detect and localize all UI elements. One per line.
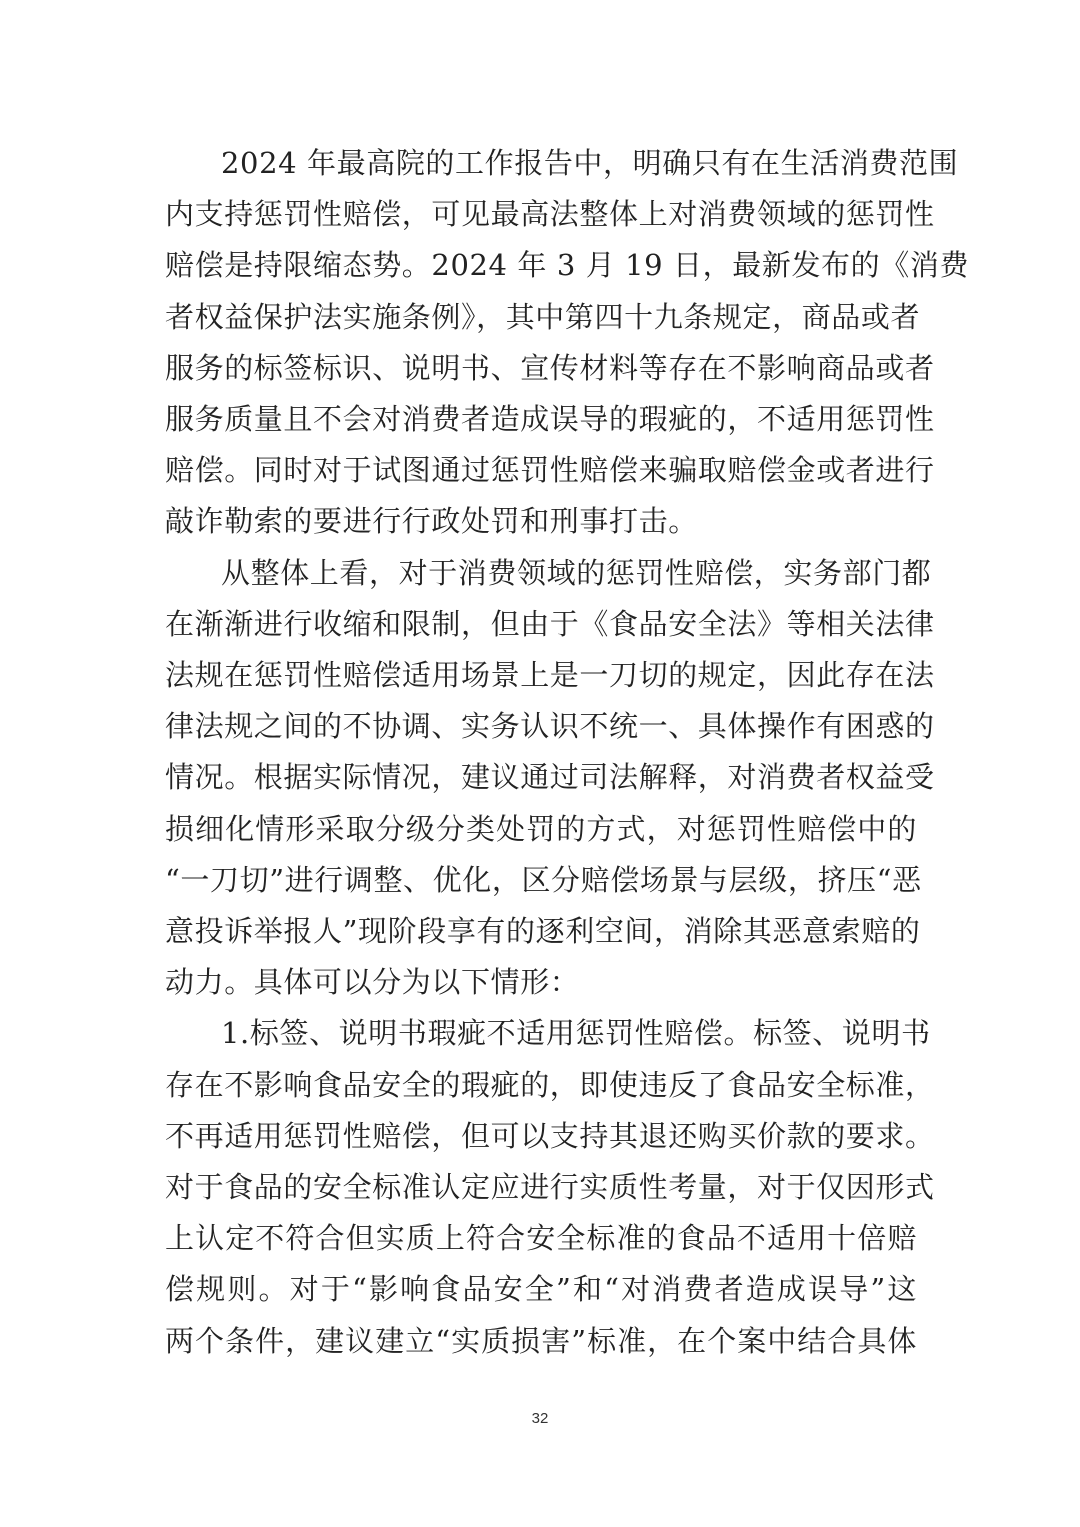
text-line: 对于食品的安全标准认定应进行实质性考量，对于仅因形式 — [165, 1170, 935, 1205]
text-line: 1.标签、说明书瑕疵不适用惩罚性赔偿。标签、说明书 — [221, 1016, 931, 1051]
paragraph-2 — [165, 548, 935, 1009]
paragraph-3 — [165, 1008, 935, 1366]
text-line: 法规在惩罚性赔偿适用场景上是一刀切的规定，因此存在法 — [165, 658, 935, 693]
text-line: 不再适用惩罚性赔偿，但可以支持其退还购买价款的要求。 — [165, 1118, 935, 1153]
text-line: “一刀切”进行调整、优化，区分赔偿场景与层级，挤压“恶 — [165, 862, 922, 897]
text-line: 两个条件，建议建立“实质损害”标准，在个案中结合具体 — [165, 1323, 917, 1358]
text-line: 上认定不符合但实质上符合安全标准的食品不适用十倍赔 — [165, 1221, 917, 1256]
text-line: 赔偿。同时对于试图通过惩罚性赔偿来骗取赔偿金或者进行 — [165, 453, 935, 488]
text-line: 2024 年最高院的工作报告中，明确只有在生活消费范围 — [221, 146, 959, 180]
text-line: 动力。具体可以分为以下情形： — [165, 965, 580, 1000]
text-line: 服务质量且不会对消费者造成误导的瑕疵的，不适用惩罚性 — [165, 402, 935, 437]
text-line: 意投诉举报人”现阶段享有的逐利空间，消除其恶意索赔的 — [165, 914, 921, 949]
text-line: 从整体上看，对于消费领域的惩罚性赔偿，实务部门都 — [221, 555, 932, 590]
text-line: 者权益保护法实施条例》，其中第四十九条规定，商品或者 — [165, 299, 921, 334]
text-line: 敲诈勒索的要进行行政处罚和刑事打击。 — [165, 504, 698, 539]
text-line: 服务的标签标识、说明书、宣传材料等存在不影响商品或者 — [165, 350, 935, 385]
body-text — [165, 138, 970, 1367]
text-line: 损细化情形采取分级分类处罚的方式，对惩罚性赔偿中的 — [165, 811, 917, 846]
text-line: 内支持惩罚性赔偿，可见最高法整体上对消费领域的惩罚性 — [165, 197, 935, 232]
text-line: 律法规之间的不协调、实务认识不统一、具体操作有困惑的 — [165, 709, 935, 744]
text-line: 存在不影响食品安全的瑕疵的，即使违反了食品安全标准， — [165, 1067, 935, 1102]
text-line: 偿规则。对于“影响食品安全”和“对消费者造成误导”这 — [165, 1272, 917, 1307]
text-line: 在渐渐进行收缩和限制，但由于《食品安全法》等相关法律 — [165, 606, 935, 641]
text-line: 情况。根据实际情况，建议通过司法解释，对消费者权益受 — [165, 760, 935, 795]
paragraph-1 — [165, 138, 970, 548]
page-number: 32 — [531, 1410, 549, 1427]
text-line: 赔偿是持限缩态势。2024 年 3 月 19 日，最新发布的《消费 — [165, 248, 970, 283]
